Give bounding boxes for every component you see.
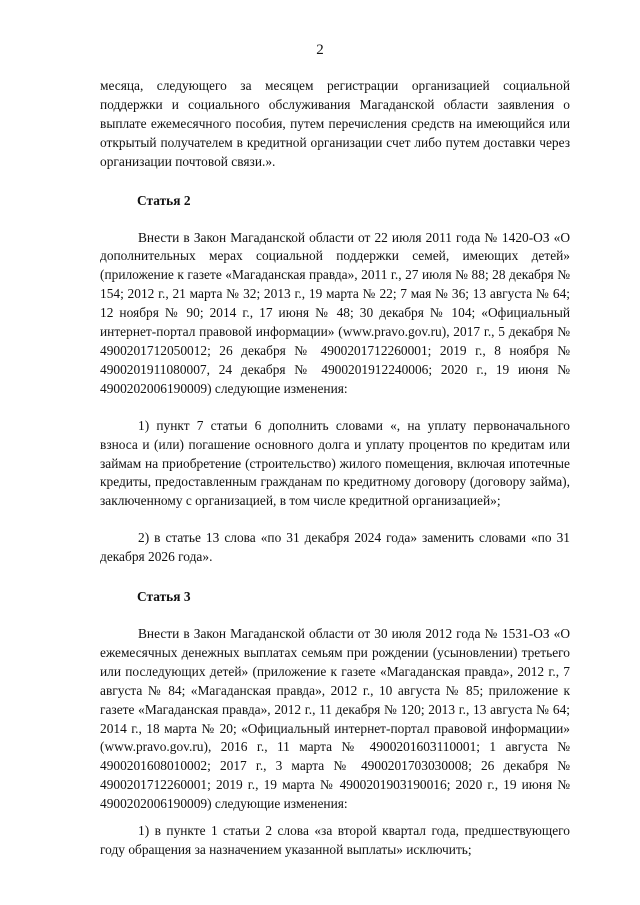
article-2-item-1: 1) пункт 7 статьи 6 дополнить словами «, на уплату первоначального взноса и (или) погашение основного долга и уплату процентов по кредитам или займам на приобретение (строительство) жилого помещения, включая ипотечные кредиты, предоставленным гражданам по кредитному договору (договору займа), заключенному с организацией, в том числе кредитной организацией»; xyxy=(100,417,570,509)
article-2-heading: Статья 2 xyxy=(137,192,191,208)
article-2-item-2: 2) в статье 13 слова «по 31 декабря 2024 года» заменить словами «по 31 декабря 2026 года». xyxy=(100,530,570,565)
page-number: 2 xyxy=(316,42,324,58)
article-3-intro: Внести в Закон Магаданской области от 30 июля 2012 года № 1531-ОЗ «О ежемесячных денежных выплатах семьям при рождении (усыновлении) третьего или последующих детей» (приложение к газете «Магаданская правда», 2012 г., 7 августа № 84; «Магаданская правда», 2012 г., 10 августа № 85; приложение к газете «Магаданская правда», 2012 г., 11 декабря № 120; 2013 г., 13 августа № 64; 2014 г., 18 марта № 20; «Официальный интернет-портал правовой информации» (www.pravo.gov.ru), 2016 г., 11 марта № 4900201603110001; 1 августа № 4900201608010002; 2017 г., 3 марта № 4900201703030008; 26 декабря № 4900201712260001; 2019 г., 19 марта № 4900201903190016; 2020 г., 19 июня № 4900202006190009) следующие изменения: xyxy=(100,626,570,812)
article-3-heading: Статья 3 xyxy=(137,589,191,605)
article-2-intro: Внести в Закон Магаданской области от 22 июля 2011 года № 1420-ОЗ «О дополнительных мерах социальной поддержки семей, имеющих детей» (приложение к газете «Магаданская правда», 2011 г., 27 июля № 88; 28 декабря № 154; 2012 г., 21 марта № 32; 2013 г., 19 марта № 22; 7 мая № 36; 13 августа № 64; 12 ноября № 90; 2014 г., 17 июня № 48; 30 декабря № 104; «Официальный интернет-портал правовой информации» (www.pravo.gov.ru), 2017 г., 5 декабря № 4900201712050012; 26 декабря № 4900201712260001; 2019 г., 8 ноября № 4900201911080007, 24 декабря № 4900201912240006; 2020 г., 19 июня № 4900202006190009) следующие изменения: xyxy=(100,229,570,396)
article-3-item-1: 1) в пункте 1 статьи 2 слова «за второй квартал года, предшествующего году обращения за назначением указанной выплаты» исключить; xyxy=(100,823,570,857)
intro-paragraph: месяца, следующего за месяцем регистрации организацией социальной поддержки и социального обслуживания Магаданской области заявления о выплате ежемесячного пособия, путем перечисления средств на имеющийся или открытый получателем в кредитной организации счет либо путем доставки через организации почтовой связи.». xyxy=(100,78,570,169)
